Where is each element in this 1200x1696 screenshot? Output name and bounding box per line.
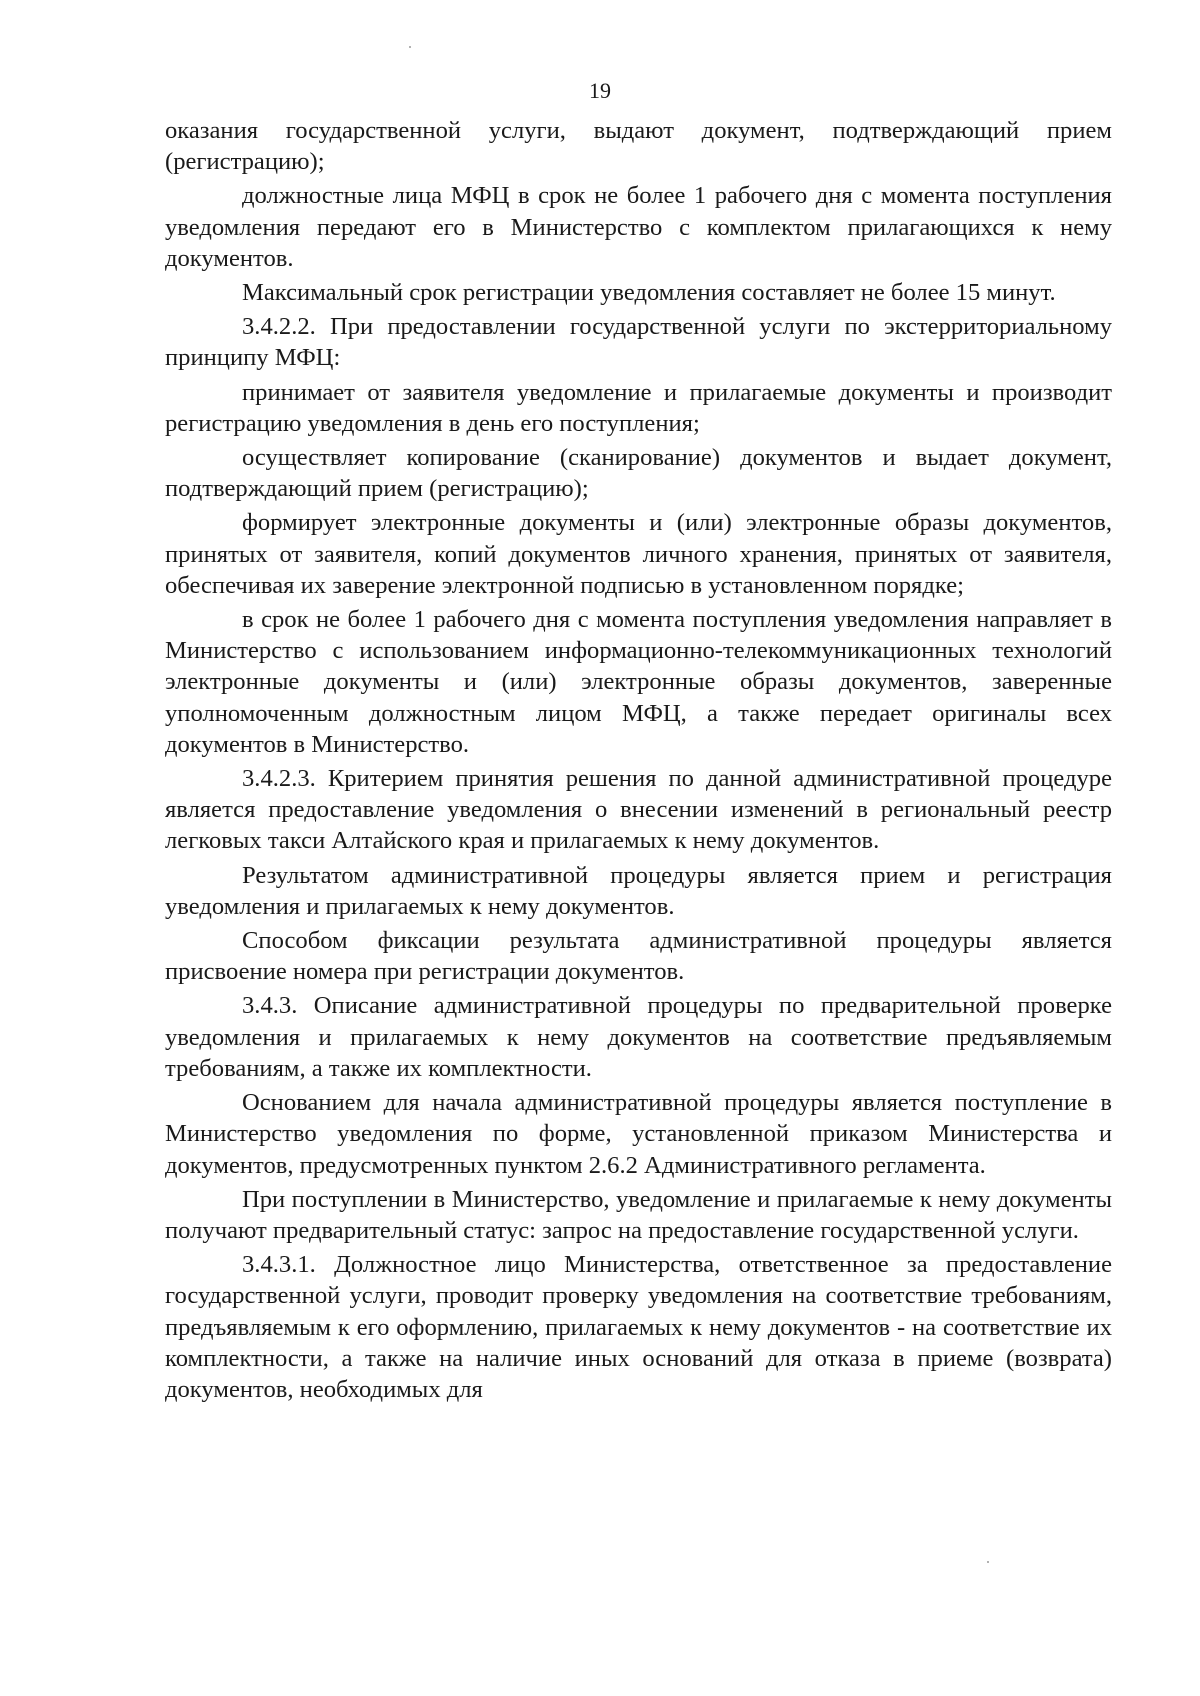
paragraph: 3.4.3.1. Должностное лицо Министерства, ответственное за предоставление государственной услуги, проводит проверку уведомления на соответствие требованиям, предъявляемым к его оформлению, прилагаемых к нему документов - на соответствие их комплектности, а также на наличие иных оснований для отказа в приеме (возврата) документов, необходимых для xyxy=(165,1251,1112,1403)
paragraph: оказания государственной услуги, выдают документ, подтверждающий прием (регистрацию); xyxy=(165,117,1112,176)
paragraph: Способом фиксации результата административной процедуры является присвоение номера при регистрации документов. xyxy=(165,927,1112,986)
page-number: 19 xyxy=(589,78,611,103)
paragraph: формирует электронные документы и (или) электронные образы документов, принятых от заявителя, копий документов личного хранения, принятых от заявителя, обеспечивая их заверение электронной подписью в установленном порядке; xyxy=(165,509,1112,599)
scan-speck xyxy=(987,1561,989,1563)
paragraph: 3.4.2.3. Критерием принятия решения по данной административной процедуре является предоставление уведомления о внесении изменений в региональный реестр легковых такси Алтайского края и прилагаемых к нему документов. xyxy=(165,765,1112,855)
paragraph: принимает от заявителя уведомление и прилагаемые документы и производит регистрацию уведомления в день его поступления; xyxy=(165,378,1112,437)
paragraph: осуществляет копирование (сканирование) документов и выдает документ, подтверждающий прием (регистрацию); xyxy=(165,444,1112,503)
paragraph: Результатом административной процедуры является прием и регистрация уведомления и прилагаемых к нему документов. xyxy=(165,861,1112,920)
paragraph: 3.4.2.2. При предоставлении государственной услуги по экстерриториальному принципу МФЦ: xyxy=(165,313,1112,372)
paragraph: 3.4.3. Описание административной процедуры по предварительной проверке уведомления и прилагаемых к нему документов на соответствие предъявляемым требованиям, а также их комплектности. xyxy=(165,992,1112,1082)
document-body xyxy=(165,115,1112,1405)
paragraph: должностные лица МФЦ в срок не более 1 рабочего дня с момента поступления уведомления передают его в Министерство с комплектом прилагающихся к нему документов. xyxy=(165,182,1112,272)
paragraph: в срок не более 1 рабочего дня с момента поступления уведомления направляет в Министерство с использованием информационно-телекоммуникационных технологий электронные документы и (или) электронные образы документов, заверенные уполномоченным должностным лицом МФЦ, а также передает оригиналы всех документов в Министерство. xyxy=(165,606,1112,758)
paragraph: Максимальный срок регистрации уведомления составляет не более 15 минут. xyxy=(242,279,1056,307)
paragraph: При поступлении в Министерство, уведомление и прилагаемые к нему документы получают предварительный статус: запрос на предоставление государственной услуги. xyxy=(165,1185,1112,1244)
paragraph: Основанием для начала административной процедуры является поступление в Министерство уведомления по форме, установленной приказом Министерства и документов, предусмотренных пунктом 2.6.2 Административного регламента. xyxy=(165,1089,1112,1179)
scan-speck xyxy=(409,46,411,48)
